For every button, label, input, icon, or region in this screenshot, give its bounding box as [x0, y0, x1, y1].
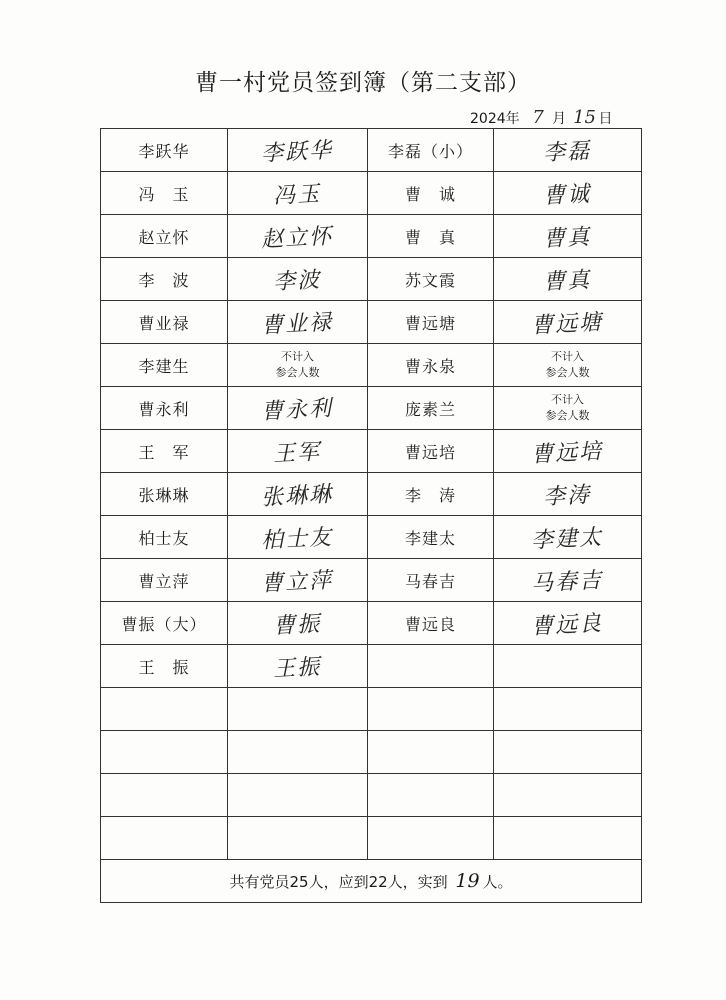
empty-cell — [368, 774, 494, 817]
member-name: 李 波 — [101, 258, 228, 301]
signature-text: 张琳琳 — [260, 481, 335, 511]
handwritten-signature — [494, 473, 642, 516]
empty-cell — [101, 688, 228, 731]
summary-suffix: 人。 — [482, 873, 513, 891]
member-name: 马春吉 — [368, 559, 494, 602]
member-name: 王 振 — [101, 645, 228, 688]
signature-text: 马春吉 — [530, 567, 605, 597]
signature-text: 曹真 — [542, 224, 593, 252]
member-name: 曹业禄 — [101, 301, 228, 344]
empty-cell — [101, 774, 228, 817]
page-title: 曹一村党员签到簿（第二支部） — [195, 70, 531, 96]
handwritten-signature — [494, 430, 642, 473]
member-name: 李 涛 — [368, 473, 494, 516]
signature-text: 王振 — [272, 654, 323, 682]
attendance-count-handwritten: 19 — [455, 870, 480, 892]
member-name: 曹远培 — [368, 430, 494, 473]
empty-cell — [494, 774, 642, 817]
empty-cell — [101, 731, 228, 774]
signature-text: 李建太 — [530, 524, 605, 554]
handwritten-signature — [494, 559, 642, 602]
date-day-handwritten: 15 — [573, 107, 596, 128]
summary-prefix: 共有党员25人，应到22人，实到 — [229, 873, 448, 891]
signature-text: 曹远培 — [530, 438, 605, 468]
empty-cell — [228, 731, 368, 774]
empty-cell — [368, 731, 494, 774]
signature-text: 王军 — [272, 439, 323, 467]
member-row — [101, 516, 642, 559]
note-line: 参会人数 — [275, 366, 320, 379]
note-line: 参会人数 — [545, 366, 590, 379]
member-row — [101, 430, 642, 473]
handwritten-signature — [494, 258, 642, 301]
handwritten-signature — [228, 215, 368, 258]
handwritten-signature — [228, 602, 368, 645]
member-name: 李磊（小） — [368, 129, 494, 172]
not-counted-note — [494, 387, 642, 430]
member-name: 柏士友 — [101, 516, 228, 559]
member-row — [101, 602, 642, 645]
empty-cell — [228, 688, 368, 731]
member-row — [101, 172, 642, 215]
signature-text: 曹永利 — [260, 395, 335, 425]
empty-cell — [494, 731, 642, 774]
member-name: 张琳琳 — [101, 473, 228, 516]
handwritten-signature — [228, 559, 368, 602]
attendance-summary — [101, 860, 642, 903]
empty-cell — [228, 774, 368, 817]
handwritten-signature — [494, 301, 642, 344]
member-name — [368, 645, 494, 688]
member-name: 王 军 — [101, 430, 228, 473]
signature-text: 曹真 — [542, 267, 593, 295]
member-name: 冯 玉 — [101, 172, 228, 215]
not-counted-note — [228, 344, 368, 387]
signature-text: 曹立萍 — [260, 567, 335, 597]
signature-text: 李跃华 — [260, 137, 335, 167]
member-name: 曹 诚 — [368, 172, 494, 215]
handwritten-signature — [228, 258, 368, 301]
handwritten-signature — [228, 129, 368, 172]
handwritten-signature — [494, 215, 642, 258]
signature-text: 曹振 — [272, 611, 323, 639]
member-name: 庞素兰 — [368, 387, 494, 430]
signature-text: 李涛 — [542, 482, 593, 510]
handwritten-signature — [494, 645, 642, 688]
empty-cell — [494, 688, 642, 731]
member-name: 曹 真 — [368, 215, 494, 258]
note-line: 不计入 — [281, 350, 314, 363]
handwritten-signature — [228, 172, 368, 215]
date-day-suffix: 日 — [598, 111, 613, 127]
empty-cell — [368, 817, 494, 860]
member-row — [101, 645, 642, 688]
date-year: 2024年 — [470, 111, 520, 127]
member-name: 曹远塘 — [368, 301, 494, 344]
member-row — [101, 301, 642, 344]
member-row — [101, 344, 642, 387]
signature-text: 冯玉 — [272, 181, 323, 209]
empty-cell — [228, 817, 368, 860]
empty-row — [101, 688, 642, 731]
signature-text: 柏士友 — [260, 524, 335, 554]
note-line: 不计入 — [551, 393, 584, 406]
member-row — [101, 215, 642, 258]
member-row — [101, 387, 642, 430]
member-name: 曹振（大） — [101, 602, 228, 645]
member-row — [101, 559, 642, 602]
note-line: 参会人数 — [545, 409, 590, 422]
empty-cell — [494, 817, 642, 860]
empty-row — [101, 817, 642, 860]
handwritten-signature — [228, 387, 368, 430]
empty-row — [101, 731, 642, 774]
member-row — [101, 258, 642, 301]
signature-text: 李磊 — [542, 138, 593, 166]
member-name: 曹远良 — [368, 602, 494, 645]
signature-text: 曹诚 — [542, 181, 593, 209]
member-name: 曹永利 — [101, 387, 228, 430]
footer-row — [101, 860, 642, 903]
handwritten-signature — [228, 516, 368, 559]
member-name: 李建生 — [101, 344, 228, 387]
note-line: 不计入 — [551, 350, 584, 363]
member-name: 赵立怀 — [101, 215, 228, 258]
handwritten-signature — [494, 129, 642, 172]
handwritten-signature — [228, 301, 368, 344]
empty-cell — [368, 688, 494, 731]
member-name: 李建太 — [368, 516, 494, 559]
date-month-suffix: 月 — [552, 111, 567, 127]
member-name: 曹永泉 — [368, 344, 494, 387]
member-name: 李跃华 — [101, 129, 228, 172]
signature-text: 曹远良 — [530, 610, 605, 640]
signature-text: 曹业禄 — [260, 309, 335, 339]
handwritten-signature — [494, 172, 642, 215]
handwritten-signature — [494, 602, 642, 645]
signature-text: 李波 — [272, 267, 323, 295]
handwritten-signature — [228, 473, 368, 516]
handwritten-signature — [494, 516, 642, 559]
member-name: 曹立萍 — [101, 559, 228, 602]
signature-text: 曹远塘 — [530, 309, 605, 339]
sign-in-date — [470, 107, 613, 128]
handwritten-signature — [228, 430, 368, 473]
date-month-handwritten: 7 — [532, 107, 544, 128]
member-row — [101, 473, 642, 516]
handwritten-signature — [228, 645, 368, 688]
empty-cell — [101, 817, 228, 860]
member-row — [101, 129, 642, 172]
signature-text: 赵立怀 — [260, 223, 335, 253]
empty-row — [101, 774, 642, 817]
sign-in-table — [100, 128, 642, 903]
not-counted-note — [494, 344, 642, 387]
member-name: 苏文霞 — [368, 258, 494, 301]
